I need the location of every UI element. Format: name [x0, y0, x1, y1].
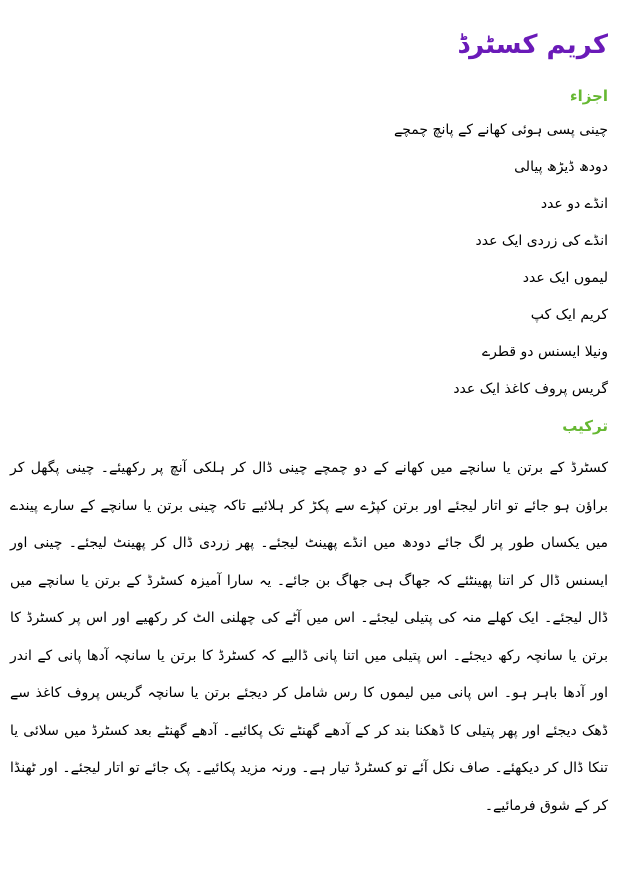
method-heading: ترکیب — [562, 417, 608, 435]
ingredient-item: دودھ ڈیڑھ پیالی — [514, 159, 608, 175]
ingredient-item: ونیلا ایسنس دو قطرے — [481, 344, 608, 360]
ingredient-item: انڈے کی زردی ایک عدد — [475, 233, 608, 249]
ingredients-list — [10, 120, 608, 399]
ingredient-item: کریم ایک کپ — [530, 307, 608, 323]
ingredient-item: انڈے دو عدد — [540, 196, 608, 212]
ingredients-heading: اجزاء — [569, 87, 608, 105]
ingredient-item: گریس پروف کاغذ ایک عدد — [453, 381, 608, 397]
method-paragraph: کسٹرڈ کے برتن یا سانچے میں کھانے کے دو چمچے چینی ڈال کر ہلکی آنچ پر رکھیئے۔ چینی پگھل کر براؤن ہو جائے تو اتار لیجئے اور برتن کپڑے سے پکڑ کر ہلائیے تاکہ چینی برتن یا سانچے کے سارے پیندے میں یکساں طور پر لگ جائے دودھ میں انڈے پھینٹ لیجئے۔ پھر زردی ڈال کر پھینٹ لیجئے۔ چینی اور ایسنس ڈال کر اتنا پھینٹئے کہ جھاگ ہی جھاگ بن جائے۔ یہ سارا آمیزہ کسٹرڈ کے برتن یا سانچے میں ڈال لیجئے۔ ایک کھلے منہ کی پتیلی لیجئے۔ اس میں آٹے کی چھلنی الٹ کر رکھیے اور اس پر کسٹرڈ کا برتن یا سانچہ رکھ دیجئے۔ اس پتیلی میں اتنا پانی ڈالیے کہ کسٹرڈ کا برتن یا سانچہ آدھا پانی کے اندر اور آدھا باہر ہو۔ اس پانی میں لیموں کا رس شامل کر دیجئے برتن یا سانچہ گریس پروف کاغذ سے ڈھک دیجئے اور پھر پتیلی کا ڈھکنا بند کر کے آدھے گھنٹے تک پکائیے۔ آدھے گھنٹے بعد کسٹرڈ میں سلائی یا تنکا ڈال کر دیکھئے۔ صاف نکل آئے تو کسٹرڈ تیار ہے۔ ورنہ مزید پکائیے۔ پک جائے تو اتار لیجئے۔ اور ٹھنڈا کر کے شوق فرمائیے۔ — [10, 460, 608, 814]
ingredient-item: چینی پسی ہوئی کھانے کے پانچ چمچے — [394, 122, 608, 138]
recipe-title: کریم کسٹرڈ — [457, 30, 608, 60]
ingredient-item: لیموں ایک عدد — [522, 270, 608, 286]
